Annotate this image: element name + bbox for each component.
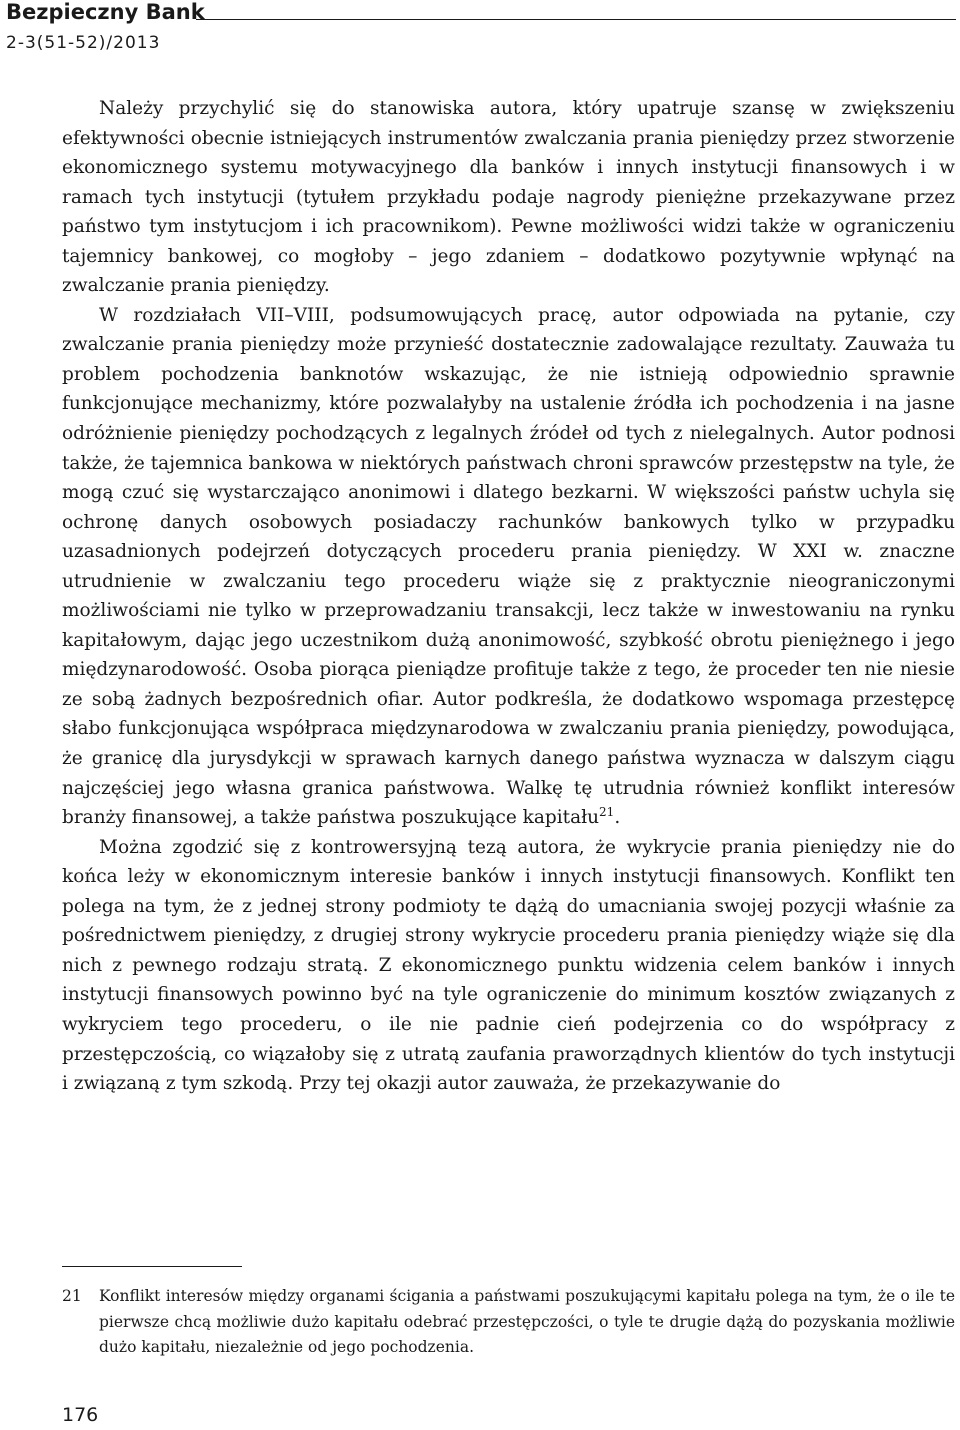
footnote-text: Konflikt interesów między organami ścigania a państwami poszukującymi kapitału polega na tym, że o ile te pierwsze chcą możliwie dużo kapitału odebrać przestępczości, o tyle te drugie dążą do pozyskania możliwie dużo kapitału, niezależnie od jego pochodzenia. bbox=[99, 1287, 955, 1356]
paragraph-text: W rozdziałach VII–VIII, podsumowujących pracę, autor odpowiada na pytanie, czy zwalczanie prania pieniędzy może przynieść dostatecznie zadowalające rezultaty. Zauważa tu problem pochodzenia banknotów wskazując, że nie istnieją odpowiednio sprawnie funkcjonujące mechanizmy, które pozwalałyby na ustalenie źródła ich pochodzenia i na jasne odróżnienie pieniędzy pochodzących z legalnych źródeł od tych z nielegalnych. Autor podnosi także, że tajemnica bankowa w niektórych państwach chroni sprawców przestępstw na tyle, że mogą czuć się wystarczająco anonimowi i dlatego bezkarni. W większości państw uchyla się ochronę danych osobowych posiadaczy rachunków bankowych tylko w przypadku uzasadnionych podejrzeń dotyczących procederu prania pieniędzy. W XXI w. znaczne utrudnienie w zwalczaniu tego procederu wiąże się z praktycznie nieograniczonymi możliwościami nie tylko w przeprowadzaniu transakcji, lecz także w inwestowaniu na rynku kapitałowym, dając jego uczestnikom dużą anonimowość, szybkość obrotu pieniężnego i jego międzynarodowość. Osoba piorąca pieniądze profituje także z tego, że proceder ten nie niesie ze sobą żadnych bezpośrednich ofiar. Autor podkreśla, że dodatkowo wspomaga przestępcę słabo funkcjonująca współpraca międzynarodowa w zwalczaniu prania pieniędzy, powodująca, że granicę dla jurysdykcji w sprawach karnych danego państwa wyznacza w dalszym ciągu najczęściej jego własna granica państwowa. Walkę tę utrudnia również konflikt interesów branży finansowej, a także państwa poszukujące kapitału bbox=[62, 304, 955, 829]
page-number: 176 bbox=[62, 1404, 99, 1426]
footnote-number: 21 bbox=[62, 1287, 82, 1305]
footnote-separator bbox=[62, 1266, 242, 1267]
footnote bbox=[62, 1284, 955, 1361]
paragraph bbox=[62, 833, 955, 1099]
paragraph-tail: . bbox=[614, 807, 621, 829]
paragraph bbox=[62, 301, 955, 833]
issue-number: 2-3(51-52)/2013 bbox=[6, 33, 161, 53]
article-body bbox=[62, 94, 955, 1099]
header-rule bbox=[196, 19, 956, 20]
paragraph-text: Należy przychylić się do stanowiska autora, który upatruje szansę w zwiększeniu efektywności obecnie istniejących instrumentów zwalczania prania pieniędzy przez stworzenie ekonomicznego systemu motywacyjnego dla banków i innych instytucji finansowych i w ramach tych instytucji (tytułem przykładu podaje nagrody pieniężne przekazywane przez państwo tym instytucjom i ich pracownikom). Pewne możliwości widzi także w ograniczeniu tajemnicy bankowej, co mogłoby – jego zdaniem – dodatkowo pozytywnie wpłynąć na zwalczanie prania pieniędzy. bbox=[62, 98, 955, 297]
page-header bbox=[6, 0, 956, 60]
journal-title: Bezpieczny Bank bbox=[6, 0, 205, 24]
footnote-reference[interactable]: 21 bbox=[599, 804, 615, 819]
paragraph-text: Można zgodzić się z kontrowersyjną tezą autora, że wykrycie prania pieniędzy nie do końca leży w ekonomicznym interesie banków i innych instytucji finansowych. Konflikt ten polega na tym, że z jednej strony podmioty te dążą do umacniania swojej pozycji właśnie za pośrednictwem pieniędzy, z drugiej strony wykrycie procederu prania pieniędzy wiąże się dla nich z pewnego rodzaju stratą. Z ekonomicznego punktu widzenia celem banków i innych instytucji finansowych powinno być na tyle ograniczenie do minimum kosztów związanych z wykryciem tego procederu, o ile nie padnie cień podejrzenia co do współpracy z przestępczością, co wiązałoby się z utratą zaufania praworządnych klientów do tych instytucji i związaną z tym szkodą. Przy tej okazji autor zauważa, że przekazywanie do bbox=[62, 836, 955, 1095]
paragraph bbox=[62, 94, 955, 301]
